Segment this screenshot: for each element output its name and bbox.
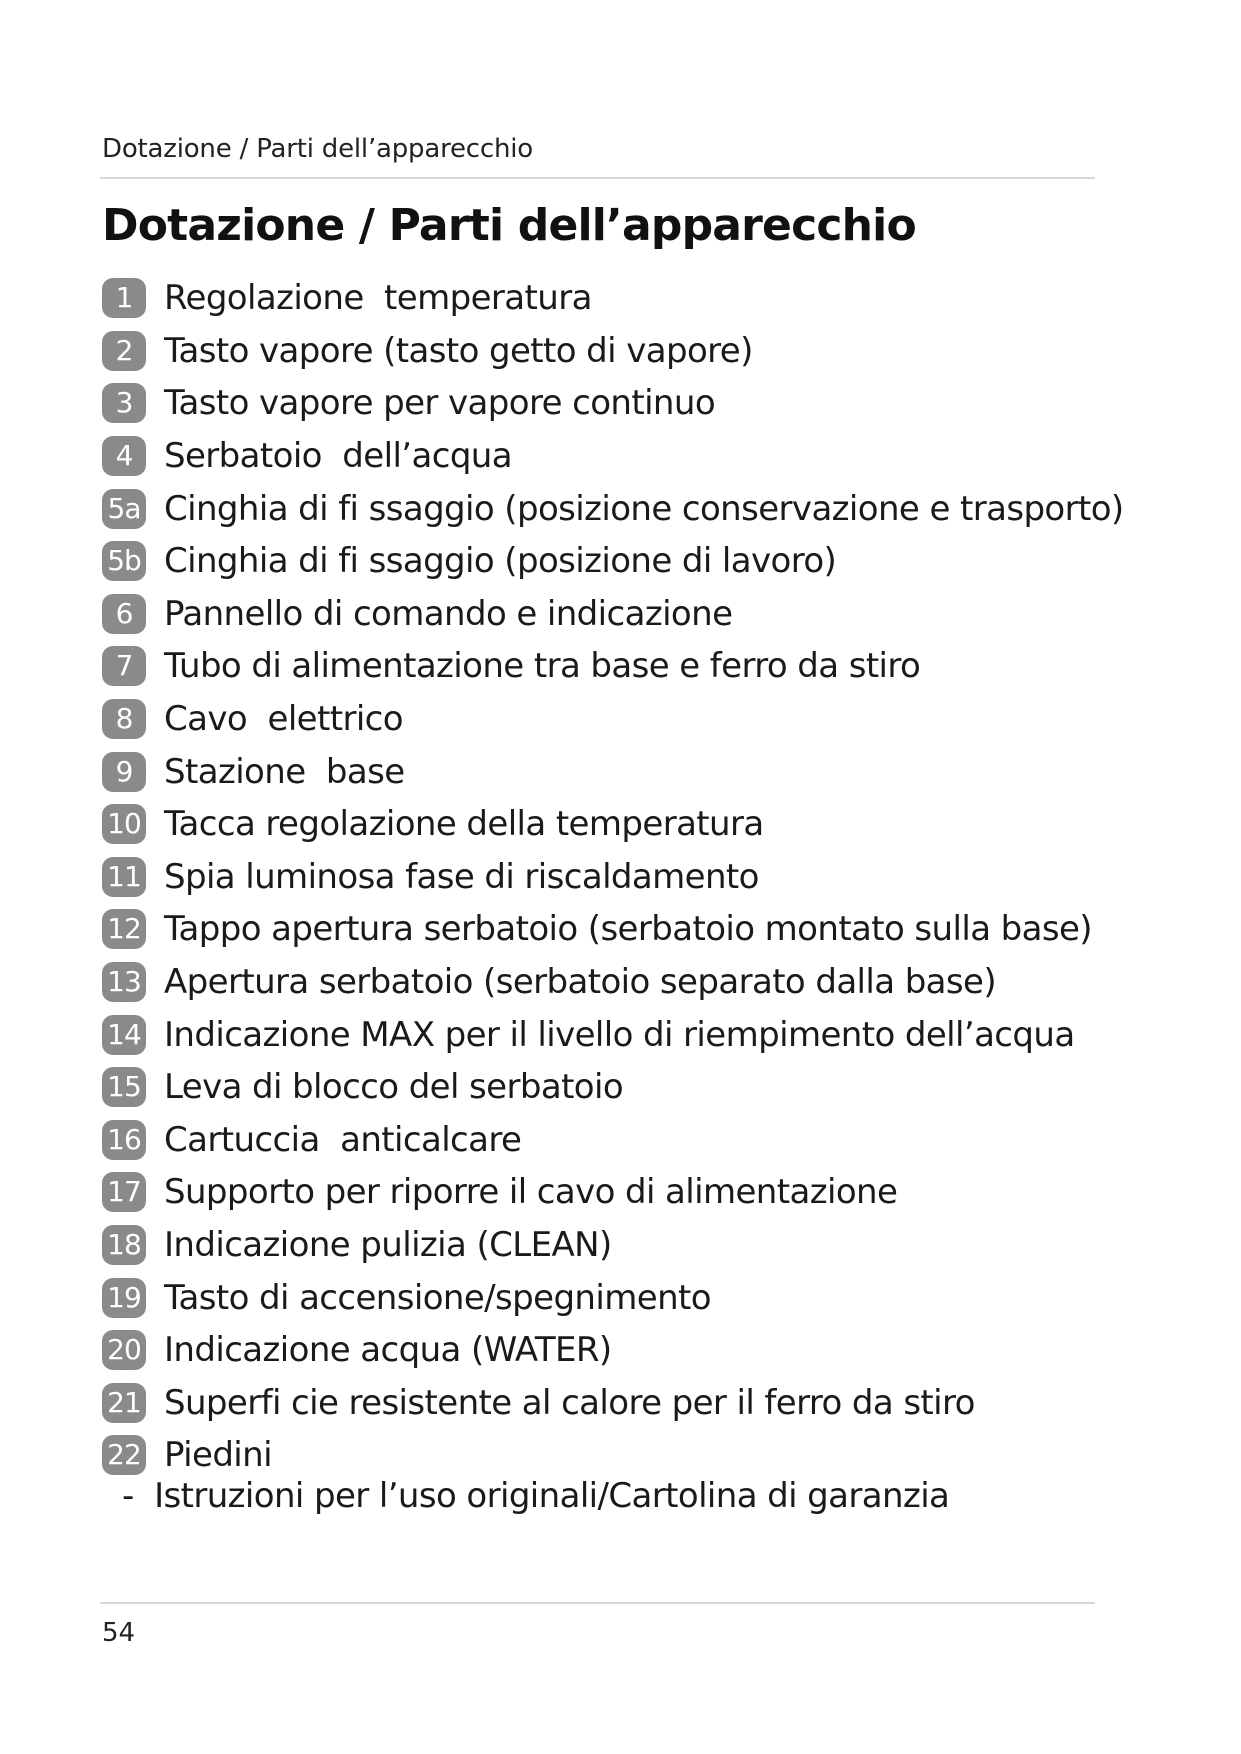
part-label: Indicazione acqua (WATER) — [164, 1330, 612, 1371]
part-number-badge: 20 — [102, 1330, 146, 1370]
part-item — [102, 1061, 1124, 1114]
part-number-badge: 7 — [102, 646, 146, 686]
part-label: Cavo elettrico — [164, 699, 403, 740]
part-item — [102, 377, 1124, 430]
part-number-badge: 17 — [102, 1172, 146, 1212]
part-label: Spia luminosa fase di riscaldamento — [164, 856, 759, 897]
part-label: Tasto vapore per vapore continuo — [164, 383, 716, 424]
part-number-badge: 14 — [102, 1015, 146, 1055]
part-label: Tasto di accensione/spegnimento — [164, 1277, 711, 1318]
part-number-badge: 19 — [102, 1278, 146, 1318]
part-item — [102, 1166, 1124, 1219]
part-label: Regolazione temperatura — [164, 278, 592, 319]
parts-list — [102, 272, 1124, 1482]
part-label: Cinghia di fi ssaggio (posizione conservazione e trasporto) — [164, 488, 1124, 529]
part-label: Leva di blocco del serbatoio — [164, 1067, 624, 1108]
part-label: Stazione base — [164, 751, 405, 792]
part-number-badge: 21 — [102, 1383, 146, 1423]
part-item — [102, 1219, 1124, 1272]
part-label: Tubo di alimentazione tra base e ferro da stiro — [164, 646, 921, 687]
part-number-badge: 1 — [102, 278, 146, 318]
part-item — [102, 956, 1124, 1009]
part-item — [102, 745, 1124, 798]
part-item — [102, 1271, 1124, 1324]
page-number: 54 — [102, 1618, 136, 1648]
part-label: Apertura serbatoio (serbatoio separato dalla base) — [164, 962, 997, 1003]
part-item — [102, 1376, 1124, 1429]
part-number-badge: 11 — [102, 857, 146, 897]
part-label: Cinghia di fi ssaggio (posizione di lavoro) — [164, 541, 837, 582]
running-header: Dotazione / Parti dell’apparecchio — [102, 134, 534, 164]
part-item — [102, 693, 1124, 746]
part-item — [102, 1008, 1124, 1061]
part-number-badge: 6 — [102, 594, 146, 634]
part-item — [102, 272, 1124, 325]
part-number-badge: 9 — [102, 752, 146, 792]
part-label: Serbatoio dell’acqua — [164, 436, 512, 477]
part-number-badge: 13 — [102, 962, 146, 1002]
part-item — [102, 325, 1124, 378]
part-number-badge: 2 — [102, 331, 146, 371]
part-number-badge: 3 — [102, 383, 146, 423]
part-number-badge: 5b — [102, 541, 146, 581]
part-number-badge: 4 — [102, 436, 146, 476]
part-number-badge: 5a — [102, 489, 146, 529]
part-item — [102, 588, 1124, 641]
part-item — [102, 798, 1124, 851]
part-item — [102, 482, 1124, 535]
part-item — [102, 535, 1124, 588]
part-label: Indicazione pulizia (CLEAN) — [164, 1224, 612, 1265]
part-label: Supporto per riporre il cavo di alimentazione — [164, 1172, 898, 1213]
part-label: Tasto vapore (tasto getto di vapore) — [164, 330, 753, 371]
part-item — [102, 1429, 1124, 1482]
page-title: Dotazione / Parti dell’apparecchio — [102, 200, 916, 251]
part-label: Tappo apertura serbatoio (serbatoio montato sulla base) — [164, 909, 1092, 950]
part-label: Tacca regolazione della temperatura — [164, 804, 764, 845]
part-label: Indicazione MAX per il livello di riempimento dell’acqua — [164, 1014, 1075, 1055]
part-label: Piedini — [164, 1435, 272, 1476]
part-number-badge: 22 — [102, 1435, 146, 1475]
part-number-badge: 8 — [102, 699, 146, 739]
part-item — [102, 640, 1124, 693]
part-item — [102, 430, 1124, 483]
part-number-badge: 16 — [102, 1120, 146, 1160]
footer-divider — [100, 1602, 1095, 1604]
part-label: Superfi cie resistente al calore per il ferro da stiro — [164, 1382, 975, 1423]
part-item — [102, 1324, 1124, 1377]
part-number-badge: 15 — [102, 1067, 146, 1107]
header-divider — [100, 177, 1095, 179]
part-number-badge: 10 — [102, 804, 146, 844]
part-label: Cartuccia anticalcare — [164, 1119, 522, 1160]
part-number-badge: 18 — [102, 1225, 146, 1265]
accessory-item: - Istruzioni per l’uso originali/Cartolina di garanzia — [122, 1476, 950, 1516]
part-item — [102, 1114, 1124, 1167]
part-item — [102, 851, 1124, 904]
part-label: Pannello di comando e indicazione — [164, 593, 733, 634]
part-number-badge: 12 — [102, 909, 146, 949]
part-item — [102, 903, 1124, 956]
